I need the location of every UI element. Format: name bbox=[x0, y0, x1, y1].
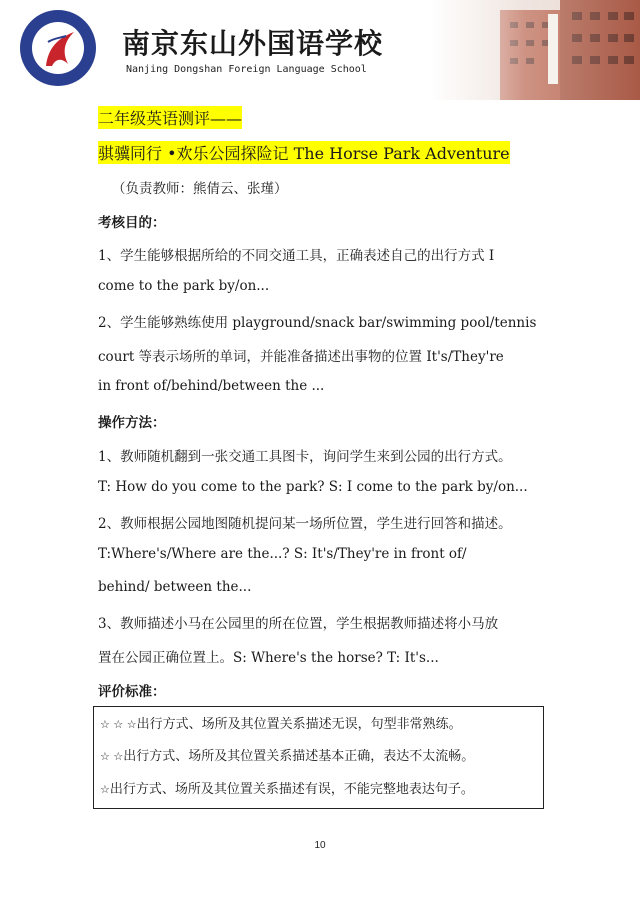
objectives-heading: 考核目的： bbox=[98, 215, 166, 231]
star-rating: ☆ ☆ bbox=[100, 750, 124, 763]
objectives-line: 2、学生能够熟练使用 playground/snack bar/swimming pool/tennis bbox=[98, 315, 537, 331]
method-line: 1、教师随机翻到一张交通工具图卡，询问学生来到公园的出行方式。 bbox=[98, 449, 512, 465]
page-number: 10 bbox=[314, 840, 326, 851]
teachers-note: （负责教师：熊倩云、张瑾） bbox=[112, 181, 288, 197]
method-line: 3、教师描述小马在公园里的所在位置，学生根据教师描述将小马放 bbox=[98, 616, 499, 632]
criteria-row bbox=[100, 713, 462, 732]
criteria-heading: 评价标准： bbox=[98, 684, 166, 700]
criteria-box bbox=[93, 706, 544, 809]
method-line: T:Where's/Where are the...? S: It's/They're in front of/ bbox=[98, 546, 467, 562]
criteria-row bbox=[100, 745, 474, 764]
method-heading: 操作方法： bbox=[98, 415, 166, 431]
school-name-cn: 南京东山外国语学校 bbox=[122, 27, 384, 60]
criteria-text: 出行方式、场所及其位置关系描述无误，句型非常熟练。 bbox=[136, 717, 462, 732]
method-line: 置在公园正确位置上。S: Where's the horse? T: It's... bbox=[98, 650, 439, 666]
title-line-1: 二年级英语测评—— bbox=[98, 106, 242, 129]
method-line: T: How do you come to the park? S: I come to the park by/on... bbox=[98, 479, 528, 495]
method-line: behind/ between the... bbox=[98, 579, 252, 595]
letterhead bbox=[0, 0, 640, 100]
objectives-line: come to the park by/on... bbox=[98, 278, 270, 294]
campus-photo bbox=[430, 0, 640, 100]
school-logo bbox=[18, 8, 98, 88]
star-rating: ☆ bbox=[100, 783, 110, 796]
method-line: 2、教师根据公园地图随机提问某一场所位置，学生进行回答和描述。 bbox=[98, 516, 512, 532]
criteria-text: 出行方式、场所及其位置关系描述有误，不能完整地表达句子。 bbox=[109, 782, 474, 797]
title-line-2: 骐骥同行 •欢乐公园探险记 The Horse Park Adventure bbox=[98, 141, 510, 164]
objectives-line: 1、学生能够根据所给的不同交通工具，正确表述自己的出行方式 I bbox=[98, 248, 495, 264]
objectives-line: court 等表示场所的单词，并能准备描述出事物的位置 It's/They're bbox=[98, 349, 504, 365]
criteria-text: 出行方式、场所及其位置关系描述基本正确，表达不太流畅。 bbox=[123, 749, 475, 764]
criteria-row bbox=[100, 778, 474, 797]
school-name-en: Nanjing Dongshan Foreign Language School bbox=[126, 64, 367, 75]
objectives-line: in front of/behind/between the ... bbox=[98, 378, 325, 394]
star-rating: ☆ ☆ ☆ bbox=[100, 718, 137, 731]
